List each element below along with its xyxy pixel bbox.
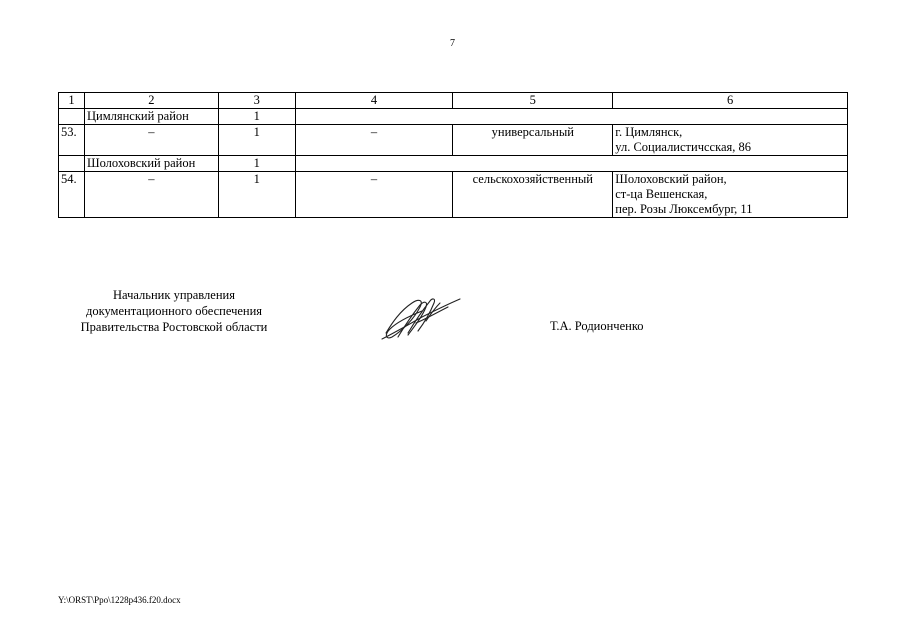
district-count: 1 bbox=[218, 156, 295, 172]
row-number: 53. bbox=[59, 125, 85, 156]
page-number: 7 bbox=[450, 38, 455, 49]
signatory-title-line: документационного обеспечения bbox=[85, 304, 263, 318]
address-line: ст-ца Вешенская, bbox=[615, 187, 708, 201]
row-number: 54. bbox=[59, 172, 85, 218]
column-header: 5 bbox=[453, 93, 613, 109]
handwritten-signature bbox=[378, 293, 464, 343]
signatory-name: Т.А. Родионченко bbox=[550, 319, 644, 333]
column-header: 3 bbox=[218, 93, 295, 109]
district-name: Цимлянский район bbox=[84, 109, 218, 125]
cell-col3: 1 bbox=[218, 125, 295, 156]
cell-col3: 1 bbox=[218, 172, 295, 218]
signatory-title-line: Начальник управления bbox=[113, 288, 235, 302]
signatory-title-line: Правительства Ростовской области bbox=[80, 320, 268, 334]
column-header: 1 bbox=[59, 93, 85, 109]
cell-type: сельскохозяйственный bbox=[453, 172, 613, 218]
document-table bbox=[58, 92, 848, 218]
signatory-title bbox=[58, 287, 290, 335]
file-path: Y:\ORST\Ppo\1228p436.f20.docx bbox=[58, 595, 181, 605]
cell-type: универсальный bbox=[453, 125, 613, 156]
cell-col2: – bbox=[84, 125, 218, 156]
address-line: Шолоховский район, bbox=[615, 172, 727, 186]
table-row bbox=[59, 172, 848, 218]
address-line: пер. Розы Люксембург, 11 bbox=[615, 202, 753, 216]
cell-address bbox=[613, 172, 848, 218]
district-name: Шолоховский район bbox=[84, 156, 218, 172]
cell-col4: – bbox=[295, 172, 453, 218]
cell-col4: – bbox=[295, 125, 453, 156]
cell-col2: – bbox=[84, 172, 218, 218]
district-row bbox=[59, 156, 848, 172]
address-line: г. Цимлянск, bbox=[615, 125, 683, 139]
cell-address bbox=[613, 125, 848, 156]
column-header: 6 bbox=[613, 93, 848, 109]
district-row bbox=[59, 109, 848, 125]
table-row bbox=[59, 125, 848, 156]
column-header: 2 bbox=[84, 93, 218, 109]
table-header-row bbox=[59, 93, 848, 109]
district-count: 1 bbox=[218, 109, 295, 125]
column-header: 4 bbox=[295, 93, 453, 109]
address-line: ул. Социалистичсская, 86 bbox=[615, 140, 752, 154]
